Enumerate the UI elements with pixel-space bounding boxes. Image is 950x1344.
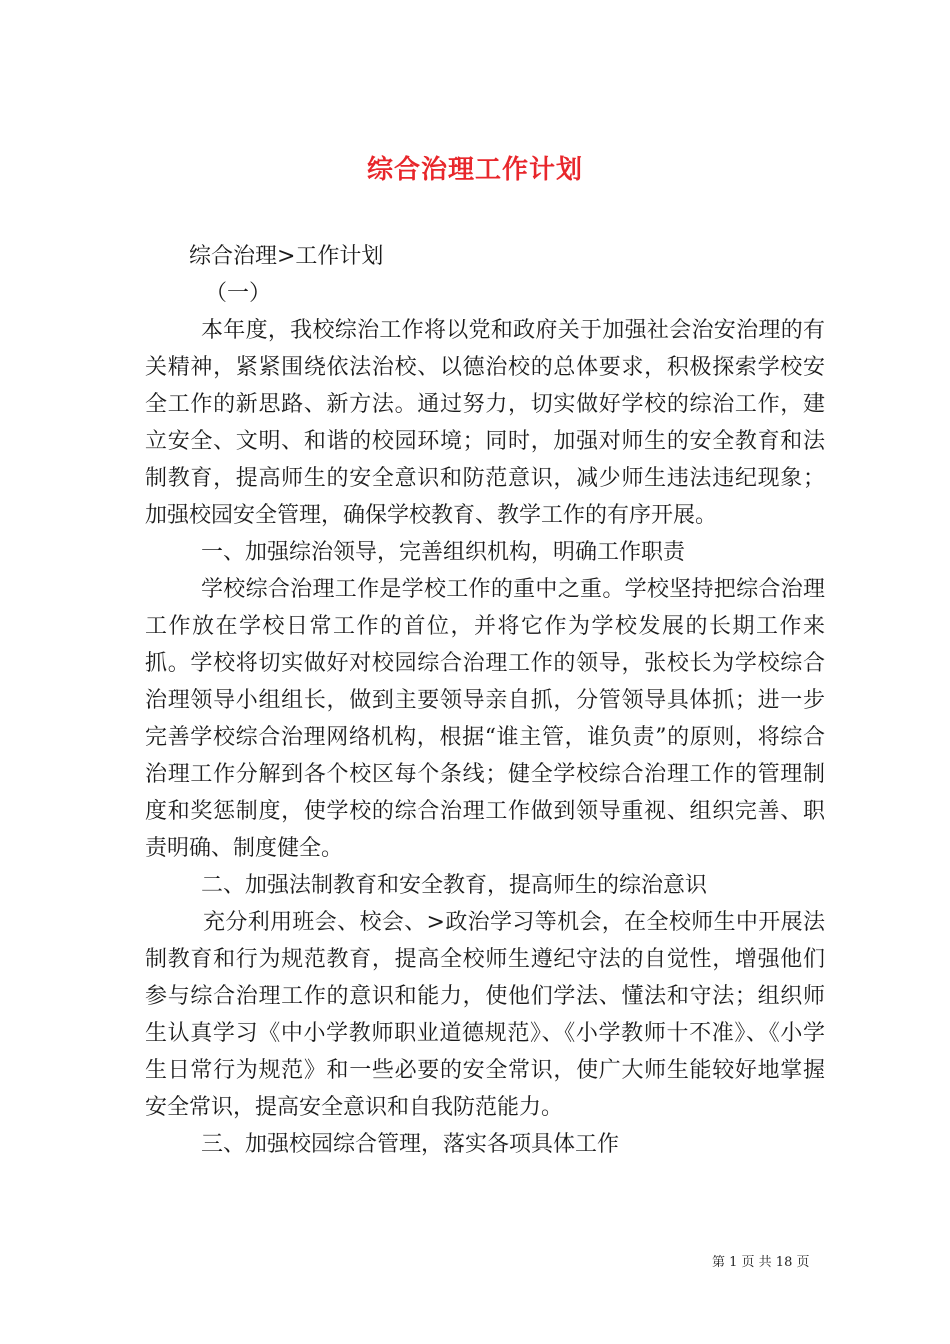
paragraph-section-1: 学校综合治理工作是学校工作的重中之重。学校坚持把综合治理工作放在学校日常工作的首位，并将它作为学校发展的长期工作来抓。学校将切实做好对校园综合治理工作的领导，张校长为学校综合治理领导小组组长，做到主要领导亲自抓，分管领导具体抓；进一步完善学校综合治理网络机构，根据“谁主管，谁负责”的原则，将综合治理工作分解到各个校区每个条线；健全学校综合治理工作的管理制度和奖惩制度，使学校的综合治理工作做到领导重视、组织完善、职责明确、制度健全。	[145, 577, 825, 861]
section-heading-1: 一、加强综治领导，完善组织机构，明确工作职责	[201, 540, 686, 565]
paragraph-intro: 本年度，我校综治工作将以党和政府关于加强社会治安治理的有关精神，紧紧围绕依法治校、以德治校的总体要求，积极探索学校安全工作的新思路、新方法。通过努力，切实做好学校的综治工作，建立安全、文明、和谐的校园环境；同时，加强对师生的安全教育和法制教育，提高师生的安全意识和防范意识，减少师生违法违纪现象；加强校园安全管理，确保学校教育、教学工作的有序开展。	[145, 318, 825, 528]
paragraph-section-2: 充分利用班会、校会、>政治学习等机会，在全校师生中开展法制教育和行为规范教育，提高全校师生遵纪守法的自觉性，增强他们参与综合治理工作的意识和能力，使他们学法、懂法和守法；组织师生认真学习《中小学教师职业道德规范》、《小学教师十不准》、《小学生日常行为规范》和一些必要的安全常识，使广大师生能较好地掌握安全常识，提高安全意识和自我防范能力。	[145, 910, 825, 1120]
section-number: （一）	[205, 281, 272, 306]
document-subtitle: 综合治理>工作计划	[189, 244, 384, 269]
section-heading-2: 二、加强法制教育和安全教育，提高师生的综治意识	[201, 873, 708, 898]
page-number: 第 1 页 共 18 页	[712, 1255, 810, 1270]
section-heading-3: 三、加强校园综合管理，落实各项具体工作	[201, 1132, 620, 1157]
document-body	[145, 238, 825, 1163]
page-title: 综合治理工作计划	[366, 155, 583, 186]
